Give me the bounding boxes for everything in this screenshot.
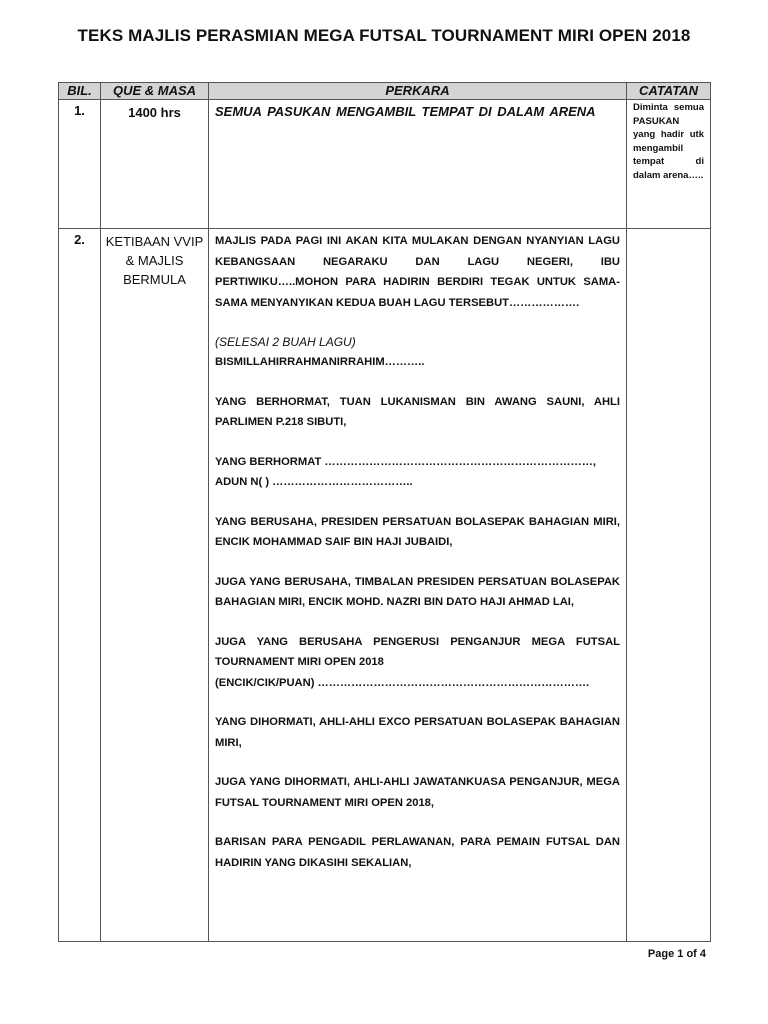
header-perkara: PERKARA xyxy=(209,83,627,100)
row-time: KETIBAAN VVIP & MAJLIS BERMULA xyxy=(105,234,204,287)
row-time: 1400 hrs xyxy=(128,105,181,120)
table-row xyxy=(59,229,711,942)
speech-paragraph: YANG BERHORMAT, TUAN LUKANISMAN BIN AWANG SAUNI, AHLI PARLIMEN P.218 SIBUTI, xyxy=(215,395,620,428)
cell-catatan xyxy=(627,229,711,942)
cell-bil xyxy=(59,100,101,229)
speech-paragraph: BISMILLAHIRRAHMANIRRAHIM……….. xyxy=(215,356,425,368)
cell-bil xyxy=(59,229,101,942)
speech-paragraph: YANG DIHORMATI, AHLI-AHLI EXCO PERSATUAN BOLASEPAK BAHAGIAN MIRI, xyxy=(215,716,620,749)
agenda-table xyxy=(58,82,711,942)
cell-que xyxy=(101,229,209,942)
speech-paragraph: JUGA YANG DIHORMATI, AHLI-AHLI JAWATANKUASA PENGANJUR, MEGA FUTSAL TOURNAMENT MIRI OPEN 2018, xyxy=(215,776,620,809)
speech-paragraph: MAJLIS PADA PAGI INI AKAN KITA MULAKAN DENGAN NYANYIAN LAGU KEBANGSAAN NEGARAKU DAN LAGU NEGERI, IBU PERTIWIKU…..MOHON PARA HADIRIN BERDIRI TEGAK UNTUK SAMA-SAMA MENYANYIKAN KEDUA BUAH LAGU TERSEBUT………………. xyxy=(215,235,620,309)
cell-perkara xyxy=(209,100,627,229)
cell-perkara xyxy=(209,229,627,942)
cell-catatan xyxy=(627,100,711,229)
speech-paragraph: (ENCIK/CIK/PUAN) ………………………………………………………………. xyxy=(215,676,590,689)
table-row xyxy=(59,100,711,229)
cell-que xyxy=(101,100,209,229)
document-title: TEKS MAJLIS PERASMIAN MEGA FUTSAL TOURNAMENT MIRI OPEN 2018 xyxy=(77,26,691,45)
speech-paragraph: JUGA YANG BERUSAHA, TIMBALAN PRESIDEN PERSATUAN BOLASEPAK BAHAGIAN MIRI, ENCIK MOHD. NAZRI BIN DATO HAJI AHMAD LAI, xyxy=(215,575,620,608)
header-que-masa: QUE & MASA xyxy=(101,83,209,100)
speech-paragraph: YANG BERUSAHA, PRESIDEN PERSATUAN BOLASEPAK BAHAGIAN MIRI, ENCIK MOHAMMAD SAIF BIN HAJI JUBAIDI, xyxy=(215,515,620,548)
stage-note: (SELESAI 2 BUAH LAGU) xyxy=(215,335,356,349)
row-number: 1. xyxy=(74,103,85,118)
page-number: Page 1 of 4 xyxy=(647,948,706,960)
speech-paragraph: BARISAN PARA PENGADIL PERLAWANAN, PARA PEMAIN FUTSAL DAN HADIRIN YANG DIKASIHI SEKALIAN, xyxy=(215,836,620,869)
row-number: 2. xyxy=(74,232,85,247)
row-catatan-text xyxy=(627,229,710,230)
row-catatan-text: Diminta semua PASUKAN yang hadir utk mengambil tempat di dalam arena….. xyxy=(633,102,704,181)
row-perkara-text: SEMUA PASUKAN MENGAMBIL TEMPAT DI DALAM ARENA xyxy=(215,104,596,119)
speech-paragraph: JUGA YANG BERUSAHA PENGERUSI PENGANJUR MEGA FUTSAL TOURNAMENT MIRI OPEN 2018 xyxy=(215,635,620,668)
speech-paragraph: ADUN N( ) ……………………………….. xyxy=(215,476,413,488)
header-bil: BIL. xyxy=(59,83,101,100)
table-header xyxy=(59,83,711,100)
speech-paragraph: YANG BERHORMAT ………………………………………………………………, xyxy=(215,455,597,468)
header-catatan: CATATAN xyxy=(627,83,711,100)
